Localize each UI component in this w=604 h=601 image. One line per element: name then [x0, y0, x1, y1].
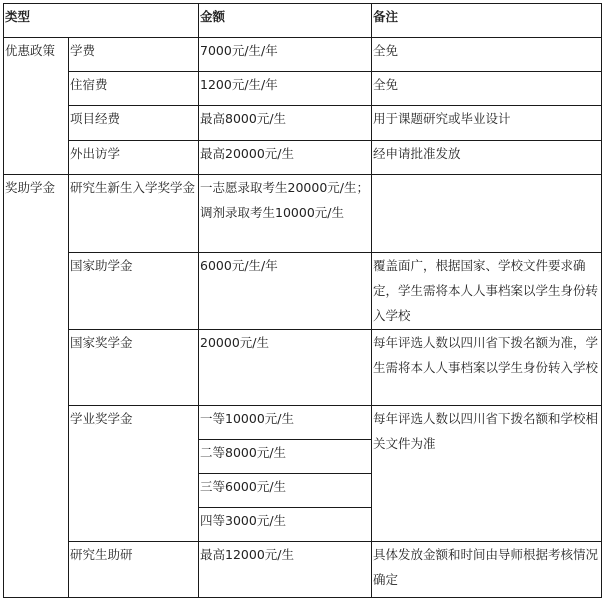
amount-cell: 7000元/生/年	[199, 38, 372, 72]
note-cell	[372, 175, 602, 253]
table-row	[4, 253, 602, 330]
item-cell: 国家助学金	[69, 253, 199, 330]
note-cell: 每年评选人数以四川省下拨名额和学校相关文件为准	[372, 406, 602, 542]
header-type: 类型	[4, 4, 199, 38]
category-scholarships: 奖助学金	[4, 175, 69, 598]
item-cell: 研究生助研	[69, 542, 199, 598]
category-preferential-policy: 优惠政策	[4, 38, 69, 175]
table-row	[4, 38, 602, 72]
note-cell: 具体发放金额和时间由导师根据考核情况确定	[372, 542, 602, 598]
item-cell: 国家奖学金	[69, 330, 199, 406]
table-row	[4, 141, 602, 175]
amount-cell: 一等10000元/生	[199, 406, 372, 440]
item-cell: 外出访学	[69, 141, 199, 175]
header-note: 备注	[372, 4, 602, 38]
item-cell: 学业奖学金	[69, 406, 199, 542]
note-cell: 每年评选人数以四川省下拨名额为准，学生需将本人人事档案以学生身份转入学校	[372, 330, 602, 406]
note-cell: 用于课题研究或毕业设计	[372, 106, 602, 141]
amount-cell: 6000元/生/年	[199, 253, 372, 330]
amount-cell: 最高20000元/生	[199, 141, 372, 175]
item-cell: 研究生新生入学奖学金	[69, 175, 199, 253]
amount-cell: 20000元/生	[199, 330, 372, 406]
note-cell: 全免	[372, 38, 602, 72]
table-row	[4, 106, 602, 141]
header-row	[4, 4, 602, 38]
note-cell: 全免	[372, 72, 602, 106]
item-cell: 项目经费	[69, 106, 199, 141]
amount-cell: 最高8000元/生	[199, 106, 372, 141]
table-row	[4, 406, 602, 440]
table-row	[4, 330, 602, 406]
note-cell: 覆盖面广，根据国家、学校文件要求确定，学生需将本人人事档案以学生身份转入学校	[372, 253, 602, 330]
item-cell: 学费	[69, 38, 199, 72]
table-row	[4, 175, 602, 253]
table-row	[4, 542, 602, 598]
amount-cell: 三等6000元/生	[199, 474, 372, 508]
amount-cell: 1200元/生/年	[199, 72, 372, 106]
scholarship-policy-table	[3, 3, 602, 598]
item-cell: 住宿费	[69, 72, 199, 106]
amount-cell: 四等3000元/生	[199, 508, 372, 542]
header-amount: 金额	[199, 4, 372, 38]
table-row	[4, 72, 602, 106]
amount-cell: 一志愿录取考生20000元/生；调剂录取考生10000元/生	[199, 175, 372, 253]
amount-cell: 二等8000元/生	[199, 440, 372, 474]
amount-cell: 最高12000元/生	[199, 542, 372, 598]
note-cell: 经申请批准发放	[372, 141, 602, 175]
